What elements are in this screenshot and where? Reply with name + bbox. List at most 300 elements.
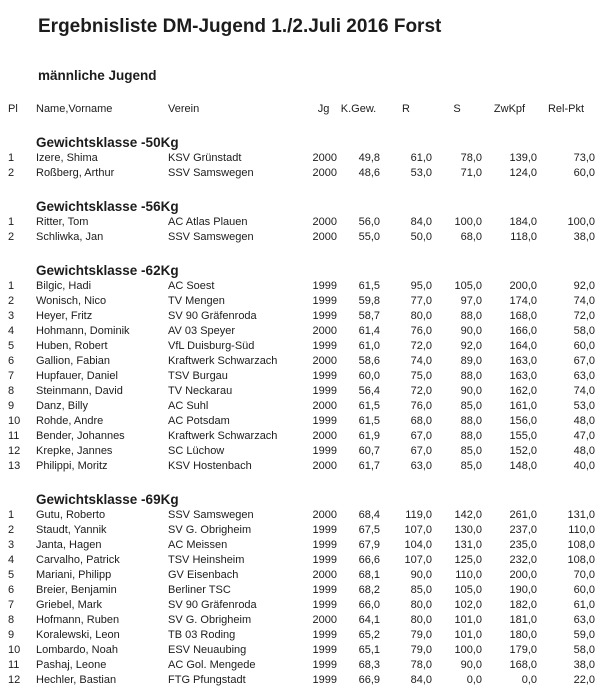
- section-heading-row: [8, 196, 595, 215]
- cell-year: 2000: [312, 355, 337, 367]
- cell-place: 3: [8, 539, 15, 551]
- cell-place: 7: [8, 370, 15, 382]
- cell-club: AC Suhl: [168, 400, 209, 412]
- cell-place: 12: [8, 674, 21, 686]
- cell-cleanjerk: 0,0: [466, 674, 482, 686]
- cell-snatch: 84,0: [410, 674, 432, 686]
- cell-bodyweight: 66,6: [358, 554, 380, 566]
- cell-club: ESV Neuaubing: [168, 644, 247, 656]
- cell-place: 8: [8, 385, 15, 397]
- cell-relative-points: 70,0: [573, 569, 595, 581]
- cell-club: FTG Pfungstadt: [168, 674, 246, 686]
- column-header-relative-points: Rel-Pkt: [547, 103, 585, 115]
- cell-club: TV Mengen: [168, 295, 225, 307]
- cell-place: 11: [8, 659, 20, 671]
- table-row: [8, 523, 595, 538]
- cell-total: 179,0: [509, 644, 537, 656]
- cell-club: KSV Hostenbach: [168, 460, 252, 472]
- section-spacer: [8, 245, 595, 260]
- cell-name: Hohmann, Dominik: [36, 325, 130, 337]
- cell-bodyweight: 66,0: [358, 599, 380, 611]
- cell-bodyweight: 67,9: [358, 539, 380, 551]
- cell-relative-points: 59,0: [573, 629, 595, 641]
- cell-name: Pashaj, Leone: [36, 659, 107, 671]
- cell-year: 1999: [312, 584, 337, 596]
- cell-relative-points: 74,0: [573, 295, 595, 307]
- cell-club: Kraftwerk Schwarzach: [168, 355, 278, 367]
- cell-total: 166,0: [509, 325, 537, 337]
- cell-year: 1999: [312, 295, 337, 307]
- cell-name: Izere, Shima: [36, 152, 98, 164]
- cell-bodyweight: 55,0: [358, 231, 380, 243]
- cell-snatch: 76,0: [410, 400, 432, 412]
- cell-club: AC Gol. Mengede: [168, 659, 256, 671]
- cell-name: Mariani, Philipp: [36, 569, 112, 581]
- table-row: [8, 613, 595, 628]
- table-row: [8, 553, 595, 568]
- cell-relative-points: 63,0: [573, 370, 595, 382]
- column-header-year: Jg: [317, 103, 330, 115]
- cell-relative-points: 108,0: [567, 554, 595, 566]
- cell-club: TSV Burgau: [168, 370, 228, 382]
- cell-club: SV G. Obrigheim: [168, 524, 252, 536]
- cell-club: TSV Heinsheim: [168, 554, 245, 566]
- cell-name: Danz, Billy: [36, 400, 88, 412]
- cell-name: Breier, Benjamin: [36, 584, 117, 596]
- cell-snatch: 61,0: [410, 152, 432, 164]
- cell-place: 5: [8, 569, 15, 581]
- cell-snatch: 104,0: [404, 539, 432, 551]
- cell-year: 1999: [312, 644, 337, 656]
- cell-cleanjerk: 88,0: [460, 415, 482, 427]
- category-subtitle: männliche Jugend: [38, 68, 157, 83]
- cell-year: 2000: [312, 231, 337, 243]
- cell-name: Hupfauer, Daniel: [36, 370, 118, 382]
- column-header-name: Name,Vorname: [36, 103, 113, 115]
- cell-year: 1999: [312, 629, 337, 641]
- cell-cleanjerk: 68,0: [460, 231, 482, 243]
- cell-name: Bender, Johannes: [36, 430, 125, 442]
- cell-club: SV G. Obrigheim: [168, 614, 252, 626]
- cell-relative-points: 38,0: [573, 231, 595, 243]
- cell-total: 152,0: [509, 445, 537, 457]
- cell-cleanjerk: 71,0: [460, 167, 482, 179]
- cell-relative-points: 47,0: [573, 430, 595, 442]
- cell-relative-points: 72,0: [573, 310, 595, 322]
- cell-year: 2000: [312, 216, 337, 228]
- cell-place: 9: [8, 400, 15, 412]
- cell-snatch: 72,0: [410, 385, 432, 397]
- cell-year: 1999: [312, 340, 337, 352]
- cell-relative-points: 38,0: [573, 659, 595, 671]
- cell-year: 1999: [312, 310, 337, 322]
- cell-snatch: 80,0: [410, 599, 432, 611]
- cell-place: 10: [8, 415, 21, 427]
- cell-cleanjerk: 102,0: [454, 599, 482, 611]
- cell-cleanjerk: 130,0: [454, 524, 482, 536]
- cell-cleanjerk: 100,0: [454, 216, 482, 228]
- cell-snatch: 63,0: [410, 460, 432, 472]
- cell-relative-points: 60,0: [573, 584, 595, 596]
- cell-year: 1999: [312, 385, 337, 397]
- cell-year: 1999: [312, 599, 337, 611]
- cell-snatch: 68,0: [410, 415, 432, 427]
- cell-total: 232,0: [509, 554, 537, 566]
- cell-relative-points: 22,0: [573, 674, 595, 686]
- section-heading: Gewichtsklasse -56Kg: [36, 199, 179, 214]
- table-row: [8, 568, 595, 583]
- cell-name: Bilgic, Hadi: [36, 280, 92, 292]
- cell-name: Huben, Robert: [36, 340, 108, 352]
- cell-snatch: 84,0: [410, 216, 432, 228]
- cell-total: 237,0: [509, 524, 537, 536]
- cell-name: Schliwka, Jan: [36, 231, 104, 243]
- cell-total: 164,0: [509, 340, 537, 352]
- weight-class-section: [8, 117, 595, 181]
- cell-place: 4: [8, 554, 15, 566]
- cell-place: 2: [8, 167, 15, 179]
- section-heading-row: [8, 489, 595, 508]
- table-row: [8, 583, 595, 598]
- cell-name: Lombardo, Noah: [36, 644, 118, 656]
- weight-class-section: [8, 181, 595, 245]
- cell-bodyweight: 65,2: [358, 629, 380, 641]
- cell-snatch: 78,0: [410, 659, 432, 671]
- cell-name: Rohde, Andre: [36, 415, 104, 427]
- cell-total: 148,0: [509, 460, 537, 472]
- cell-year: 1999: [312, 659, 337, 671]
- cell-snatch: 53,0: [410, 167, 432, 179]
- cell-cleanjerk: 90,0: [460, 385, 482, 397]
- cell-name: Philippi, Moritz: [36, 460, 108, 472]
- section-spacer: [8, 117, 595, 132]
- cell-bodyweight: 68,2: [358, 584, 380, 596]
- cell-relative-points: 74,0: [573, 385, 595, 397]
- cell-place: 10: [8, 644, 21, 656]
- cell-club: SV 90 Gräfenroda: [168, 599, 257, 611]
- cell-year: 1999: [312, 280, 337, 292]
- cell-name: Steinmann, David: [36, 385, 123, 397]
- cell-club: SSV Samswegen: [168, 167, 254, 179]
- cell-cleanjerk: 90,0: [460, 325, 482, 337]
- cell-snatch: 107,0: [404, 524, 432, 536]
- cell-bodyweight: 61,0: [358, 340, 380, 352]
- cell-cleanjerk: 125,0: [454, 554, 482, 566]
- cell-total: 162,0: [509, 385, 537, 397]
- cell-name: Griebel, Mark: [36, 599, 103, 611]
- cell-snatch: 80,0: [410, 614, 432, 626]
- cell-relative-points: 63,0: [573, 614, 595, 626]
- table-row: [8, 151, 595, 166]
- cell-snatch: 67,0: [410, 445, 432, 457]
- cell-name: Carvalho, Patrick: [36, 554, 120, 566]
- cell-place: 13: [8, 460, 21, 472]
- cell-place: 11: [8, 430, 20, 442]
- cell-cleanjerk: 110,0: [455, 569, 482, 581]
- cell-relative-points: 53,0: [573, 400, 595, 412]
- cell-place: 5: [8, 340, 15, 352]
- column-header-total: ZwKpf: [493, 103, 526, 115]
- cell-bodyweight: 68,4: [358, 509, 380, 521]
- cell-club: GV Eisenbach: [168, 569, 239, 581]
- table-row: [8, 673, 595, 688]
- cell-total: 161,0: [509, 400, 537, 412]
- cell-snatch: 74,0: [410, 355, 432, 367]
- cell-relative-points: 67,0: [573, 355, 595, 367]
- cell-bodyweight: 68,1: [358, 569, 380, 581]
- cell-total: 190,0: [509, 584, 537, 596]
- table-row: [8, 444, 595, 459]
- results-table: [8, 102, 595, 688]
- cell-relative-points: 48,0: [573, 445, 595, 457]
- cell-place: 4: [8, 325, 15, 337]
- table-row: [8, 294, 595, 309]
- cell-club: AC Soest: [168, 280, 215, 292]
- cell-club: SV 90 Gräfenroda: [168, 310, 257, 322]
- cell-cleanjerk: 142,0: [454, 509, 482, 521]
- cell-snatch: 119,0: [405, 509, 432, 521]
- cell-name: Gallion, Fabian: [36, 355, 110, 367]
- table-row: [8, 628, 595, 643]
- cell-cleanjerk: 85,0: [460, 400, 482, 412]
- cell-relative-points: 73,0: [573, 152, 595, 164]
- cell-snatch: 76,0: [410, 325, 432, 337]
- cell-bodyweight: 56,0: [358, 216, 380, 228]
- column-header-place: Pl: [8, 103, 18, 115]
- table-row: [8, 399, 595, 414]
- cell-place: 8: [8, 614, 15, 626]
- table-row: [8, 166, 595, 181]
- cell-year: 2000: [312, 167, 337, 179]
- cell-bodyweight: 49,8: [358, 152, 380, 164]
- table-row: [8, 354, 595, 369]
- table-row: [8, 279, 595, 294]
- cell-place: 6: [8, 584, 15, 596]
- cell-club: SSV Samswegen: [168, 231, 254, 243]
- cell-bodyweight: 65,1: [358, 644, 380, 656]
- cell-total: 155,0: [509, 430, 537, 442]
- table-row: [8, 643, 595, 658]
- cell-club: SSV Samswegen: [168, 509, 254, 521]
- cell-cleanjerk: 89,0: [460, 355, 482, 367]
- cell-cleanjerk: 85,0: [460, 460, 482, 472]
- cell-total: 181,0: [509, 614, 537, 626]
- cell-total: 182,0: [509, 599, 537, 611]
- cell-year: 2000: [312, 509, 337, 521]
- cell-year: 1999: [312, 539, 337, 551]
- cell-year: 1999: [312, 445, 337, 457]
- cell-relative-points: 60,0: [573, 167, 595, 179]
- cell-total: 184,0: [509, 216, 537, 228]
- cell-club: TB 03 Roding: [168, 629, 236, 641]
- cell-bodyweight: 60,7: [358, 445, 380, 457]
- cell-snatch: 107,0: [404, 554, 432, 566]
- cell-year: 2000: [312, 569, 337, 581]
- table-row: [8, 538, 595, 553]
- cell-place: 2: [8, 524, 15, 536]
- cell-cleanjerk: 88,0: [460, 370, 482, 382]
- cell-name: Staudt, Yannik: [36, 524, 107, 536]
- cell-cleanjerk: 92,0: [460, 340, 482, 352]
- cell-snatch: 72,0: [410, 340, 432, 352]
- table-row: [8, 339, 595, 354]
- cell-club: VfL Duisburg-Süd: [168, 340, 255, 352]
- cell-club: Kraftwerk Schwarzach: [168, 430, 278, 442]
- cell-total: 235,0: [509, 539, 537, 551]
- cell-place: 1: [8, 280, 15, 292]
- cell-cleanjerk: 105,0: [454, 280, 482, 292]
- cell-bodyweight: 66,9: [358, 674, 380, 686]
- cell-total: 168,0: [509, 310, 537, 322]
- cell-bodyweight: 58,7: [358, 310, 380, 322]
- cell-club: SC Lüchow: [168, 445, 225, 457]
- table-row: [8, 429, 595, 444]
- section-heading: Gewichtsklasse -50Kg: [36, 135, 179, 150]
- cell-total: 0,0: [521, 674, 537, 686]
- section-spacer: [8, 181, 595, 196]
- cell-year: 2000: [312, 430, 337, 442]
- cell-snatch: 90,0: [410, 569, 432, 581]
- table-row: [8, 384, 595, 399]
- table-row: [8, 459, 595, 474]
- cell-club: TV Neckarau: [168, 385, 233, 397]
- cell-cleanjerk: 78,0: [460, 152, 482, 164]
- cell-year: 2000: [312, 325, 337, 337]
- cell-cleanjerk: 85,0: [460, 445, 482, 457]
- section-spacer: [8, 474, 595, 489]
- cell-place: 7: [8, 599, 15, 611]
- cell-place: 6: [8, 355, 15, 367]
- cell-place: 12: [8, 445, 21, 457]
- section-heading-row: [8, 260, 595, 279]
- cell-name: Hofmann, Ruben: [36, 614, 120, 626]
- column-header-bodyweight: K.Gew.: [340, 103, 377, 115]
- cell-snatch: 75,0: [410, 370, 432, 382]
- cell-total: 200,0: [509, 280, 537, 292]
- table-row: [8, 658, 595, 673]
- cell-total: 163,0: [509, 370, 537, 382]
- cell-snatch: 95,0: [410, 280, 432, 292]
- cell-bodyweight: 59,8: [358, 295, 380, 307]
- cell-relative-points: 58,0: [573, 325, 595, 337]
- cell-total: 174,0: [509, 295, 537, 307]
- cell-total: 163,0: [509, 355, 537, 367]
- column-header-club: Verein: [168, 103, 200, 115]
- cell-bodyweight: 61,4: [358, 325, 380, 337]
- cell-name: Janta, Hagen: [36, 539, 102, 551]
- cell-bodyweight: 67,5: [358, 524, 380, 536]
- cell-year: 1999: [312, 370, 337, 382]
- weight-class-section: [8, 245, 595, 474]
- cell-cleanjerk: 88,0: [460, 430, 482, 442]
- cell-name: Koralewski, Leon: [36, 629, 120, 641]
- section-heading-row: [8, 132, 595, 151]
- cell-place: 2: [8, 231, 15, 243]
- cell-club: AC Atlas Plauen: [168, 216, 248, 228]
- table-row: [8, 230, 595, 245]
- cell-relative-points: 92,0: [573, 280, 595, 292]
- cell-place: 1: [8, 152, 15, 164]
- cell-bodyweight: 61,9: [358, 430, 380, 442]
- cell-name: Wonisch, Nico: [36, 295, 107, 307]
- weight-class-section: [8, 474, 595, 688]
- cell-name: Ritter, Tom: [36, 216, 89, 228]
- cell-relative-points: 58,0: [573, 644, 595, 656]
- table-row: [8, 215, 595, 230]
- cell-relative-points: 61,0: [573, 599, 595, 611]
- cell-total: 139,0: [509, 152, 537, 164]
- cell-cleanjerk: 131,0: [454, 539, 482, 551]
- cell-club: KSV Grünstadt: [168, 152, 242, 164]
- table-row: [8, 309, 595, 324]
- page-title: Ergebnisliste DM-Jugend 1./2.Juli 2016 Forst: [38, 16, 442, 37]
- cell-year: 1999: [312, 524, 337, 536]
- cell-bodyweight: 60,0: [358, 370, 380, 382]
- cell-snatch: 67,0: [410, 430, 432, 442]
- cell-snatch: 79,0: [410, 629, 432, 641]
- cell-place: 9: [8, 629, 15, 641]
- cell-club: AC Meissen: [168, 539, 228, 551]
- cell-cleanjerk: 90,0: [460, 659, 482, 671]
- cell-bodyweight: 61,5: [358, 400, 380, 412]
- table-row: [8, 324, 595, 339]
- cell-relative-points: 100,0: [567, 216, 595, 228]
- cell-snatch: 80,0: [410, 310, 432, 322]
- cell-name: Roßberg, Arthur: [36, 167, 115, 179]
- cell-bodyweight: 58,6: [358, 355, 380, 367]
- cell-total: 261,0: [509, 509, 537, 521]
- cell-cleanjerk: 97,0: [460, 295, 482, 307]
- cell-year: 2000: [312, 400, 337, 412]
- cell-snatch: 79,0: [410, 644, 432, 656]
- cell-bodyweight: 61,5: [358, 280, 380, 292]
- cell-bodyweight: 64,1: [358, 614, 380, 626]
- cell-bodyweight: 61,5: [358, 415, 380, 427]
- cell-cleanjerk: 105,0: [454, 584, 482, 596]
- cell-year: 2000: [312, 460, 337, 472]
- cell-total: 118,0: [510, 231, 537, 243]
- section-heading: Gewichtsklasse -62Kg: [36, 263, 179, 278]
- cell-relative-points: 48,0: [573, 415, 595, 427]
- cell-name: Krepke, Jannes: [36, 445, 113, 457]
- cell-total: 168,0: [509, 659, 537, 671]
- cell-bodyweight: 56,4: [358, 385, 380, 397]
- cell-relative-points: 110,0: [568, 524, 595, 536]
- column-header-cleanjerk: S: [453, 103, 461, 115]
- cell-name: Hechler, Bastian: [36, 674, 117, 686]
- table-row: [8, 598, 595, 613]
- cell-year: 2000: [312, 152, 337, 164]
- cell-bodyweight: 68,3: [358, 659, 380, 671]
- cell-snatch: 77,0: [410, 295, 432, 307]
- cell-snatch: 85,0: [410, 584, 432, 596]
- cell-cleanjerk: 101,0: [454, 614, 482, 626]
- cell-cleanjerk: 88,0: [460, 310, 482, 322]
- cell-year: 2000: [312, 614, 337, 626]
- cell-place: 1: [8, 509, 15, 521]
- cell-relative-points: 40,0: [573, 460, 595, 472]
- column-header-row: [8, 102, 595, 117]
- cell-cleanjerk: 100,0: [454, 644, 482, 656]
- cell-name: Gutu, Roberto: [36, 509, 106, 521]
- cell-year: 1999: [312, 415, 337, 427]
- column-header-snatch: R: [402, 103, 410, 115]
- cell-club: AV 03 Speyer: [168, 325, 236, 337]
- cell-club: AC Potsdam: [168, 415, 230, 427]
- cell-name: Heyer, Fritz: [36, 310, 93, 322]
- table-row: [8, 508, 595, 523]
- cell-cleanjerk: 101,0: [454, 629, 482, 641]
